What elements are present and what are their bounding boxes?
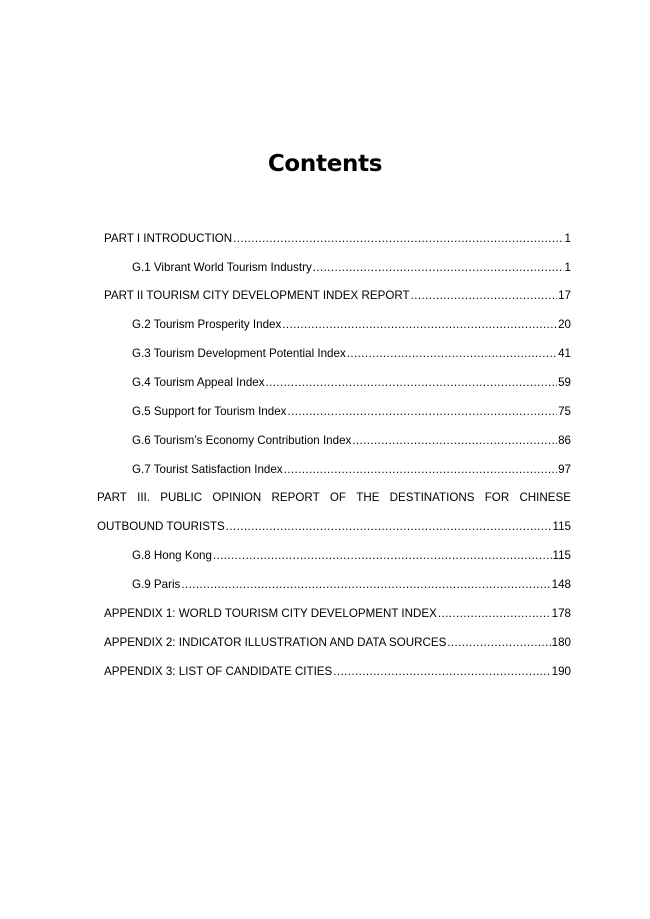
dot-leader <box>266 375 558 391</box>
toc-word: THE <box>356 491 380 504</box>
toc-entry-g6[interactable] <box>132 433 571 449</box>
dot-leader <box>447 635 550 651</box>
toc-entry-label: APPENDIX 3: LIST OF CANDIDATE CITIES <box>104 665 333 678</box>
dot-leader <box>411 288 558 304</box>
toc-page-number: 180 <box>551 636 571 649</box>
toc-entry-label: G.9 Paris <box>132 578 181 591</box>
toc-entry-part-3-line-1[interactable] <box>97 490 571 506</box>
toc-word: CHINESE <box>519 491 571 504</box>
dot-leader <box>181 577 550 593</box>
dot-leader <box>438 606 551 622</box>
toc-entry-g1[interactable] <box>132 260 571 276</box>
toc-entry-part-3-line-2[interactable] <box>97 519 571 535</box>
toc-entry-g4[interactable] <box>132 375 571 391</box>
toc-word: FOR <box>484 491 510 504</box>
dot-leader <box>226 519 552 535</box>
dot-leader <box>352 433 557 449</box>
toc-entry-appendix-1[interactable] <box>104 606 571 622</box>
toc-page-number: 190 <box>551 665 571 678</box>
toc-entry-label: G.8 Hong Kong <box>132 549 212 562</box>
toc-entry-appendix-3[interactable] <box>104 664 571 680</box>
toc-page-number: 59 <box>558 376 571 389</box>
toc-entry-appendix-2[interactable] <box>104 635 571 651</box>
toc-entry-part-2[interactable] <box>104 288 571 304</box>
toc-entry-label: OUTBOUND TOURISTS <box>97 520 225 533</box>
toc-entry-label: PART I INTRODUCTION <box>104 232 233 245</box>
dot-leader <box>233 231 563 247</box>
toc-page-number: 41 <box>558 347 571 360</box>
toc-page-number: 20 <box>558 318 571 331</box>
dot-leader <box>313 260 564 276</box>
toc-page-number: 17 <box>558 289 571 302</box>
dot-leader <box>282 317 557 333</box>
toc-page-number: 1 <box>564 261 571 274</box>
toc-entry-label: G.4 Tourism Appeal Index <box>132 376 265 389</box>
dot-leader <box>284 462 558 478</box>
toc-page-number: 148 <box>551 578 571 591</box>
toc-entry-g8[interactable] <box>132 548 571 564</box>
toc-entry-label: G.5 Support for Tourism Index <box>132 405 287 418</box>
toc-entry-g7[interactable] <box>132 462 571 478</box>
toc-entry-part-1[interactable] <box>104 231 571 247</box>
toc-word: DESTINATIONS <box>389 491 475 504</box>
toc-entry-label: APPENDIX 2: INDICATOR ILLUSTRATION AND DATA SOURCES <box>104 636 447 649</box>
toc-word: REPORT <box>271 491 320 504</box>
toc-entry-label: G.6 Tourism’s Economy Contribution Index <box>132 434 352 447</box>
toc-page-number: 86 <box>558 434 571 447</box>
toc-page-number: 75 <box>558 405 571 418</box>
dot-leader <box>333 664 550 680</box>
toc-page-number: 178 <box>551 607 571 620</box>
toc-page-number: 1 <box>564 232 571 245</box>
toc-entry-label: PART II TOURISM CITY DEVELOPMENT INDEX REPORT <box>104 289 410 302</box>
toc-word: OPINION <box>212 491 262 504</box>
toc-entry-g5[interactable] <box>132 404 571 420</box>
toc-word: PART <box>97 491 127 504</box>
toc-page-number: 115 <box>552 549 571 562</box>
toc-page-number: 115 <box>552 520 571 533</box>
toc-entry-label: APPENDIX 1: WORLD TOURISM CITY DEVELOPMENT INDEX <box>104 607 437 620</box>
toc-entry-label: G.1 Vibrant World Tourism Industry <box>132 261 312 274</box>
dot-leader <box>287 404 557 420</box>
dot-leader <box>347 346 557 362</box>
page-title: Contents <box>267 151 383 177</box>
toc-entry-label: G.7 Tourist Satisfaction Index <box>132 463 283 476</box>
dot-leader <box>213 548 552 564</box>
toc-word: PUBLIC <box>160 491 203 504</box>
toc-entry-g9[interactable] <box>132 577 571 593</box>
toc-page-number: 97 <box>558 463 571 476</box>
toc-word: III. <box>137 491 150 504</box>
toc-word: OF <box>329 491 346 504</box>
toc-entry-g2[interactable] <box>132 317 571 333</box>
toc-entry-label: G.3 Tourism Development Potential Index <box>132 347 346 360</box>
toc-entry-g3[interactable] <box>132 346 571 362</box>
toc-entry-label: G.2 Tourism Prosperity Index <box>132 318 282 331</box>
